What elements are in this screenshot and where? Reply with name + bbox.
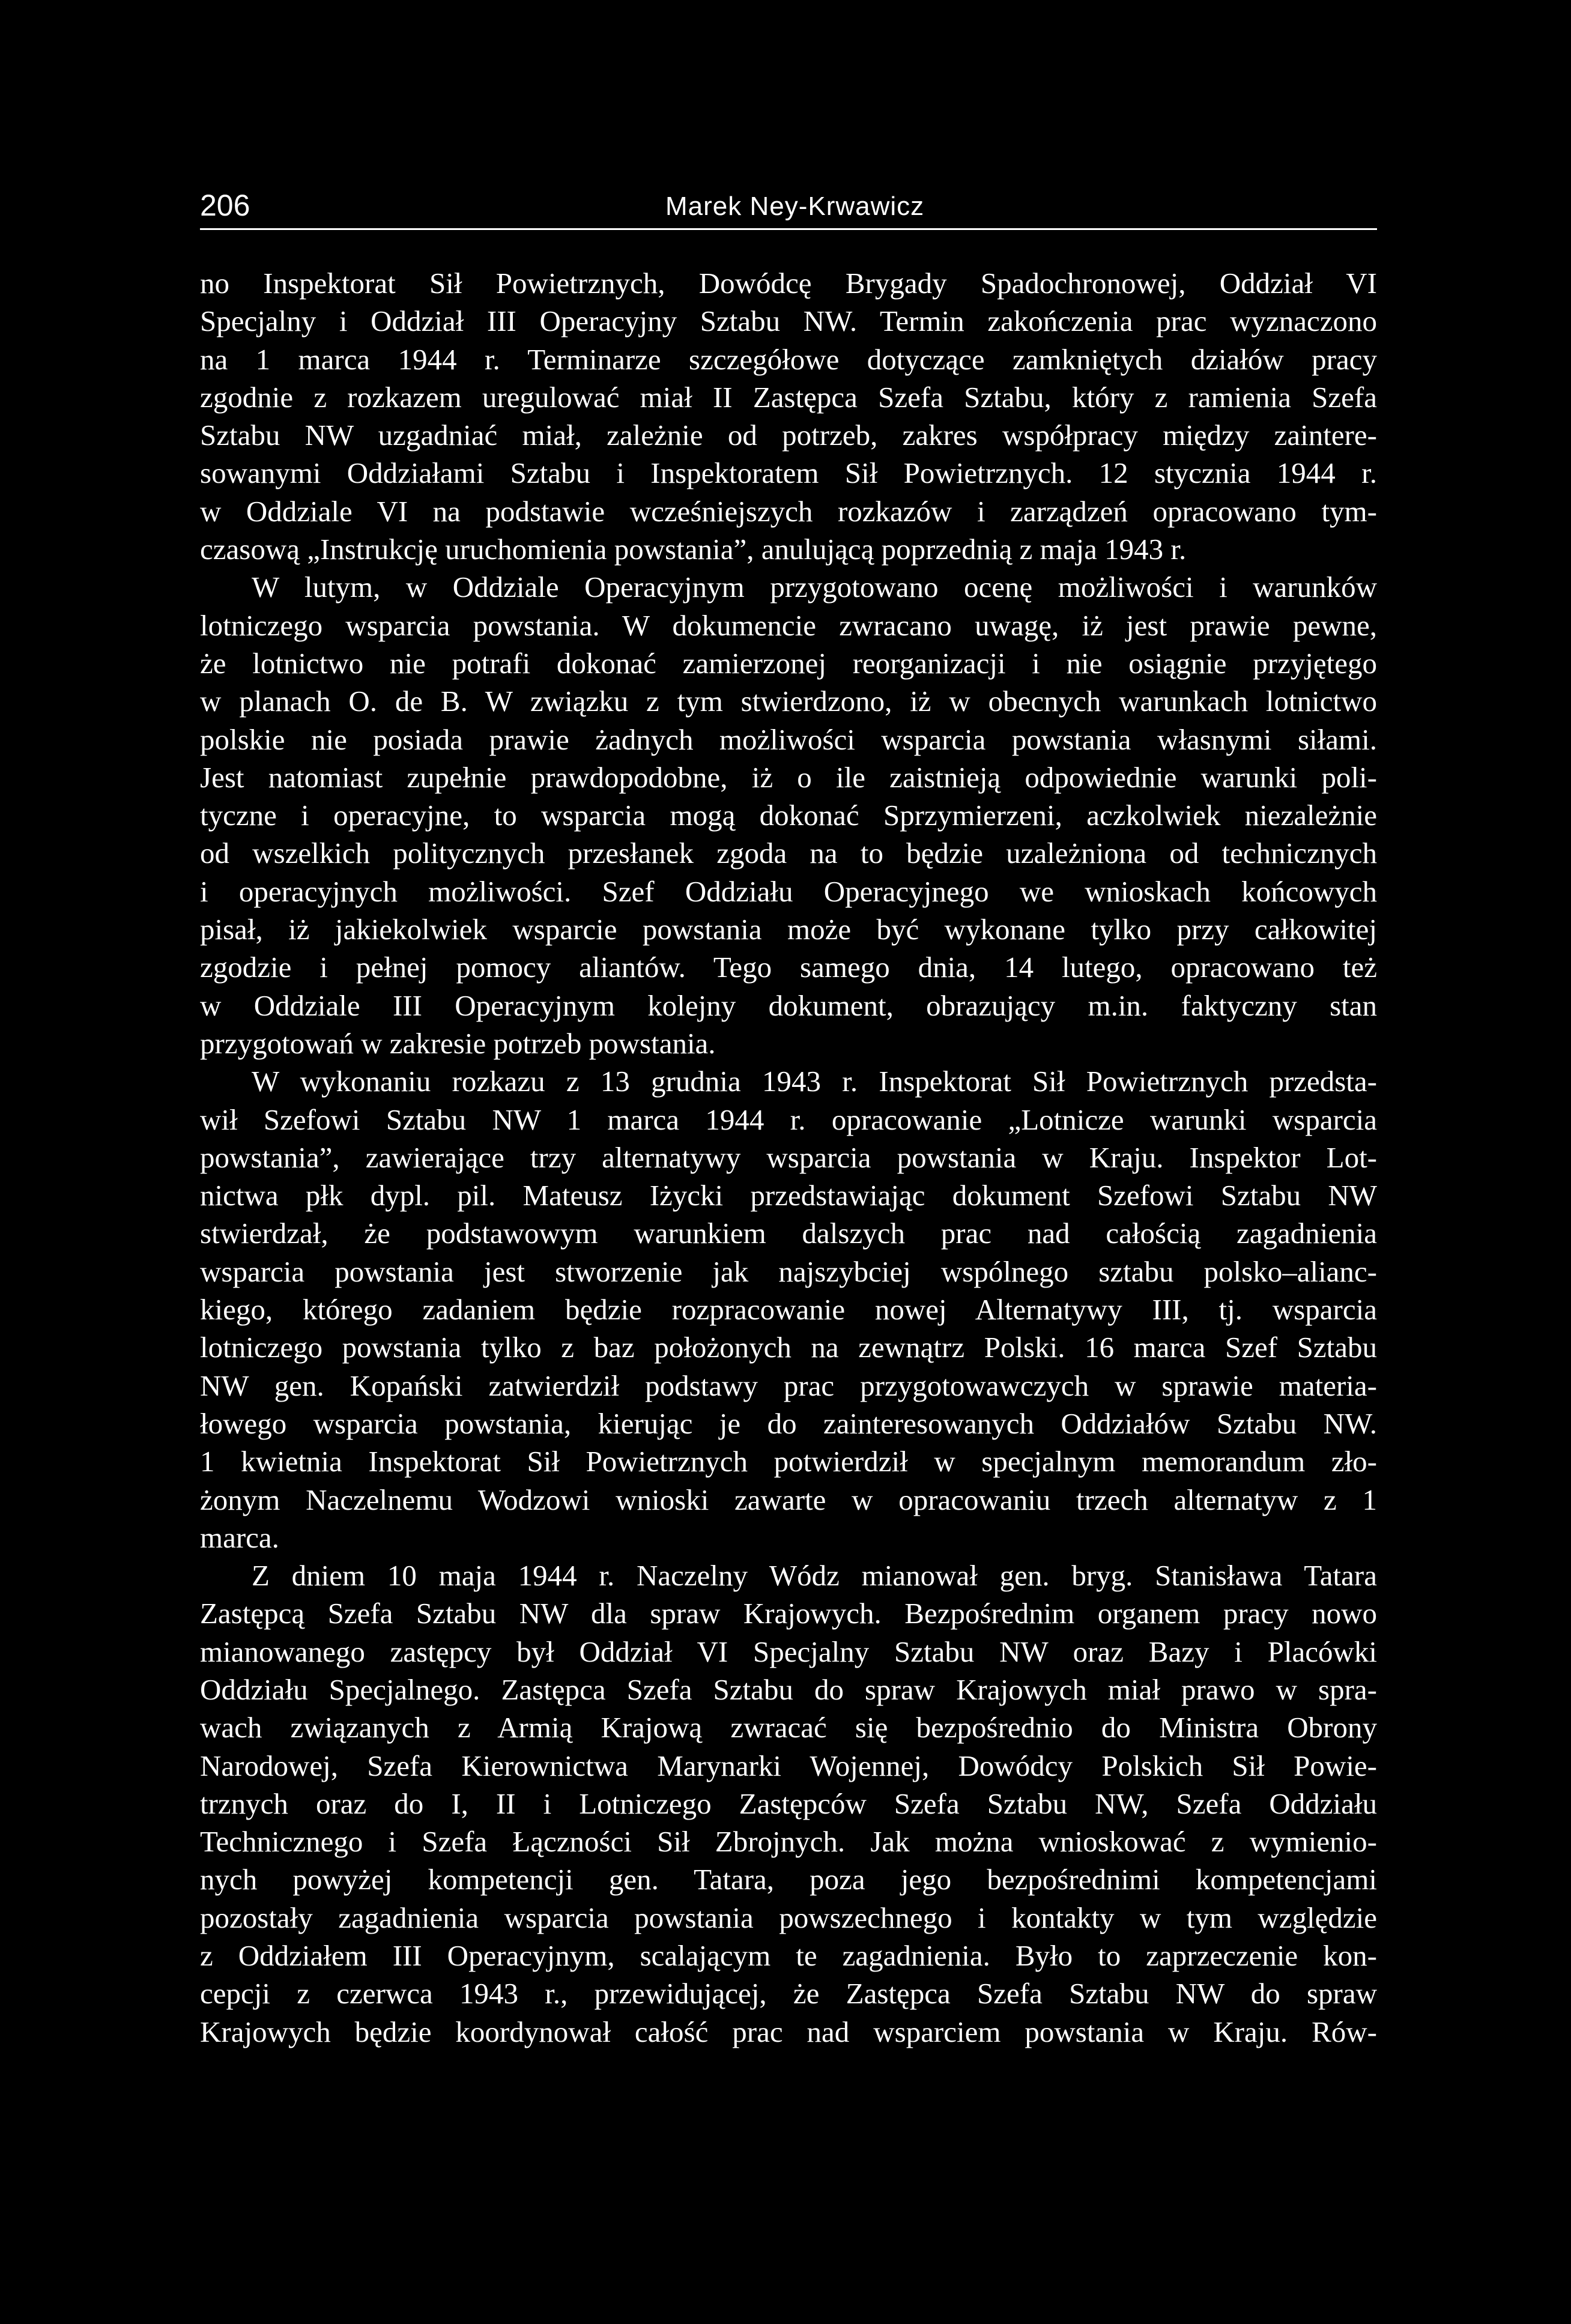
text-line: że lotnictwo nie potrafi dokonać zamierzonej reorganizacji i nie osiągnie przyjętego [200,646,1377,680]
text-line: powstania”, zawierające trzy alternatywy wsparcia powstania w Kraju. Inspektor Lot- [200,1140,1377,1174]
text-line: wsparcia powstania jest stworzenie jak najszybciej wspólnego sztabu polsko–alianc- [200,1254,1377,1288]
text-line: kiego, którego zadaniem będzie rozpracowanie nowej Alternatywy III, tj. wsparcia [200,1293,1377,1327]
body-text [200,264,1377,2051]
text-line: polskie nie posiada prawie żadnych możliwości wsparcia powstania własnymi siłami. [200,722,1377,756]
text-line: Krajowych będzie koordynował całość prac nad wsparciem powstania w Kraju. Rów- [200,2015,1377,2048]
text-line: łowego wsparcia powstania, kierując je do zainteresowanych Oddziałów Sztabu NW. [200,1406,1377,1440]
text-line: lotniczego wsparcia powstania. W dokumencie zwracano uwagę, iż jest prawie pewne, [200,608,1377,642]
text-line: pozostały zagadnienia wsparcia powstania powszechnego i kontakty w tym względzie [200,1901,1377,1934]
text-line: przygotowań w zakresie potrzeb powstania. [200,1026,716,1060]
running-head-author: Marek Ney-Krwawicz [665,192,925,221]
text-line: Narodowej, Szefa Kierownictwa Marynarki Wojennej, Dowódcy Polskich Sił Powie- [200,1749,1377,1782]
text-line: Jest natomiast zupełnie prawdopodobne, iż o ile zaistnieją odpowiednie warunki poli- [200,760,1377,794]
text-line: trznych oraz do I, II i Lotniczego Zastępców Szefa Sztabu NW, Szefa Oddziału [200,1787,1377,1820]
page-number: 206 [200,189,250,222]
text-line: od wszelkich politycznych przesłanek zgoda na to będzie uzależniona od technicznych [200,837,1377,870]
text-line: Technicznego i Szefa Łączności Sił Zbrojnych. Jak można wnioskować z wymienio- [200,1825,1377,1859]
text-line: no Inspektorat Sił Powietrznych, Dowódcę Brygady Spadochronowej, Oddział VI [200,267,1377,300]
text-line: zgodnie z rozkazem uregulować miał II Zastępca Szefa Sztabu, który z ramienia Szefa [200,380,1377,414]
text-line: Z dniem 10 maja 1944 r. Naczelny Wódz mianował gen. bryg. Stanisława Tatara [252,1559,1377,1593]
text-line: Specjalny i Oddział III Operacyjny Sztabu NW. Termin zakończenia prac wyznaczono [200,304,1377,338]
text-line: nictwa płk dypl. pil. Mateusz Iżycki przedstawiając dokument Szefowi Sztabu NW [200,1179,1377,1212]
text-line: sowanymi Oddziałami Sztabu i Inspektoratem Sił Powietrznych. 12 stycznia 1944 r. [200,456,1377,490]
text-line: marca. [200,1521,279,1554]
text-line: pisał, iż jakiekolwiek wsparcie powstania może być wykonane tylko przy całkowitej [200,913,1377,946]
text-line: W lutym, w Oddziale Operacyjnym przygotowano ocenę możliwości i warunków [252,570,1377,604]
text-line: 1 kwietnia Inspektorat Sił Powietrznych potwierdził w specjalnym memorandum zło- [200,1445,1377,1478]
text-line: czasową „Instrukcję uruchomienia powstania”, anulującą poprzednią z maja 1943 r. [200,533,1187,566]
page-header [200,184,1377,230]
text-line: i operacyjnych możliwości. Szef Oddziału Operacyjnego we wnioskach końcowych [200,874,1377,908]
text-line: na 1 marca 1944 r. Terminarze szczegółowe dotyczące zamkniętych działów pracy [200,342,1377,376]
text-line: żonym Naczelnemu Wodzowi wnioski zawarte w opracowaniu trzech alternatyw z 1 [200,1483,1377,1516]
text-line: lotniczego powstania tylko z baz położonych na zewnątrz Polski. 16 marca Szef Sztabu [200,1331,1377,1364]
text-line: mianowanego zastępcy był Oddział VI Specjalny Sztabu NW oraz Bazy i Placówki [200,1635,1377,1668]
text-line: zgodzie i pełnej pomocy aliantów. Tego samego dnia, 14 lutego, opracowano też [200,951,1377,984]
text-line: stwierdzał, że podstawowym warunkiem dalszych prac nad całością zagadnienia [200,1217,1377,1250]
text-line: tyczne i operacyjne, to wsparcia mogą dokonać Sprzymierzeni, aczkolwiek niezależnie [200,799,1377,832]
text-line: wił Szefowi Sztabu NW 1 marca 1944 r. opracowanie „Lotnicze warunki wsparcia [200,1103,1377,1136]
text-line: Oddziału Specjalnego. Zastępca Szefa Sztabu do spraw Krajowych miał prawo w spra- [200,1672,1377,1706]
text-line: w planach O. de B. W związku z tym stwierdzono, iż w obecnych warunkach lotnictwo [200,685,1377,718]
text-line: Sztabu NW uzgadniać miał, zależnie od potrzeb, zakres współpracy między zaintere- [200,419,1377,452]
text-line: w Oddziale VI na podstawie wcześniejszych rozkazów i zarządzeń opracowano tym- [200,494,1377,528]
text-line: W wykonaniu rozkazu z 13 grudnia 1943 r. Inspektorat Sił Powietrznych przedsta- [252,1065,1377,1098]
text-line: cepcji z czerwca 1943 r., przewidującej, że Zastępca Szefa Sztabu NW do spraw [200,1977,1377,2011]
text-line: NW gen. Kopański zatwierdził podstawy prac przygotowawczych w sprawie materia- [200,1369,1377,1402]
text-line: Zastępcą Szefa Sztabu NW dla spraw Krajowych. Bezpośrednim organem pracy nowo [200,1597,1377,1630]
text-line: w Oddziale III Operacyjnym kolejny dokument, obrazujący m.in. faktyczny stan [200,988,1377,1022]
text-line: z Oddziałem III Operacyjnym, scalającym te zagadnienia. Było to zaprzeczenie kon- [200,1939,1377,1973]
text-line: nych powyżej kompetencji gen. Tatara, poza jego bezpośrednimi kompetencjami [200,1863,1377,1896]
text-line: wach związanych z Armią Krajową zwracać się bezpośrednio do Ministra Obrony [200,1711,1377,1745]
